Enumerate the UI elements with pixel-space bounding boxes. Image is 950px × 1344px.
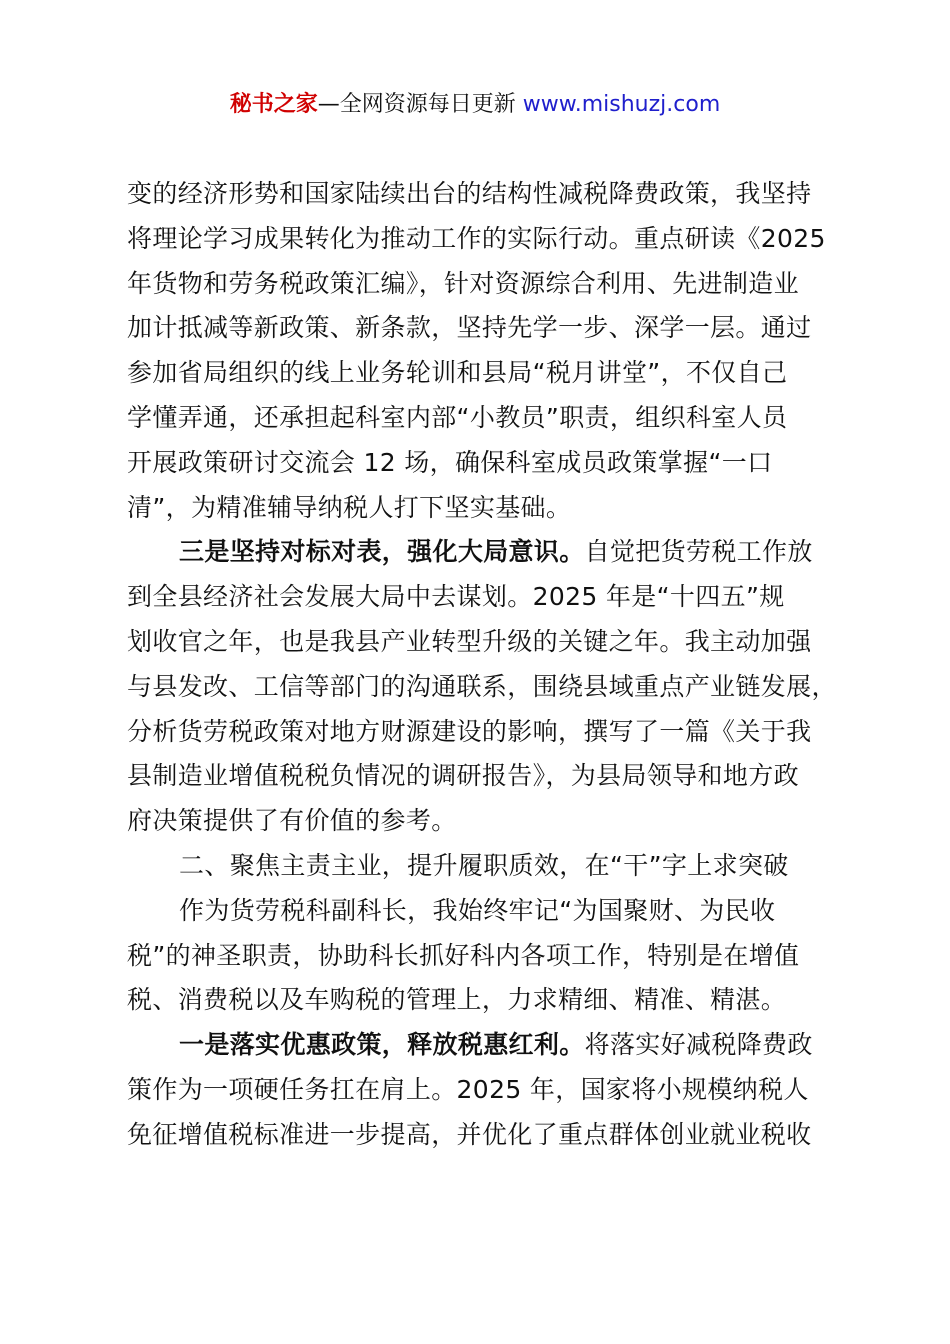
paragraph-duties — [127, 889, 837, 1023]
paragraph-big-picture — [127, 530, 837, 844]
text-line: 划收官之年，也是我县产业转型升级的关键之年。我主动加强 — [127, 626, 812, 656]
text-line: 分析货劳税政策对地方财源建设的影响，撰写了一篇《关于我 — [127, 716, 812, 746]
text-line: 免征增值税标准进一步提高，并优化了重点群体创业就业税收 — [127, 1119, 812, 1149]
text-run: 自觉把货劳税工作放 — [584, 537, 813, 567]
site-url-link[interactable]: www.mishuzj.com — [522, 92, 721, 117]
text-line: 县制造业增值税税负情况的调研报告》，为县局领导和地方政 — [127, 761, 799, 791]
text-line: 年货物和劳务税政策汇编》，针对资源综合利用、先进制造业 — [127, 268, 799, 298]
paragraph-lead-heading: 一是落实优惠政策，释放税惠红利。 — [179, 1030, 585, 1060]
paragraph-preferential-policy — [127, 1023, 837, 1157]
site-header — [0, 88, 950, 122]
text-line: 将理论学习成果转化为推动工作的实际行动。重点研读《2025 — [127, 223, 826, 253]
text-line: 与县发改、工信等部门的沟通联系，围绕县域重点产业链发展， — [127, 671, 837, 701]
text-line: 策作为一项硬任务扛在肩上。2025 年，国家将小规模纳税人 — [127, 1074, 809, 1104]
site-brand: 秘书之家 — [229, 92, 318, 117]
text-line: 清”，为精准辅导纳税人打下坚实基础。 — [127, 492, 572, 522]
document-body — [127, 172, 837, 1158]
text-run: 将落实好减税降费政 — [584, 1030, 813, 1060]
text-line — [127, 1023, 837, 1068]
text-line: 学懂弄通，还承担起科室内部“小教员”职责，组织科室人员 — [127, 402, 788, 432]
text-line: 加计抵减等新政策、新条款，坚持先学一步、深学一层。通过 — [127, 313, 812, 343]
paragraph-lead-heading: 三是坚持对标对表，强化大局意识。 — [179, 537, 585, 567]
section-heading: 二、聚焦主责主业，提升履职质效，在“干”字上求突破 — [179, 850, 789, 880]
text-line — [127, 530, 837, 575]
text-line: 参加省局组织的线上业务轮训和县局“税月讲堂”，不仅自己 — [127, 358, 788, 388]
text-line: 开展政策研讨交流会 12 场，确保科室成员政策掌握“一口 — [127, 447, 773, 477]
text-line: 税”的神圣职责，协助科长抓好科内各项工作，特别是在增值 — [127, 940, 800, 970]
text-line: 到全县经济社会发展大局中去谋划。2025 年是“十四五”规 — [127, 582, 785, 612]
text-line: 税、消费税以及车购税的管理上，力求精细、精准、精湛。 — [127, 985, 787, 1015]
text-line: 变的经济形势和国家陆续出台的结构性减税降费政策，我坚持 — [127, 179, 812, 208]
text-line: 作为货劳税科副科长，我始终牢记“为国聚财、为民收 — [179, 895, 776, 925]
paragraph-learning — [127, 172, 837, 530]
text-line: 府决策提供了有价值的参考。 — [127, 806, 457, 836]
site-tagline: —全网资源每日更新 — [317, 92, 523, 117]
